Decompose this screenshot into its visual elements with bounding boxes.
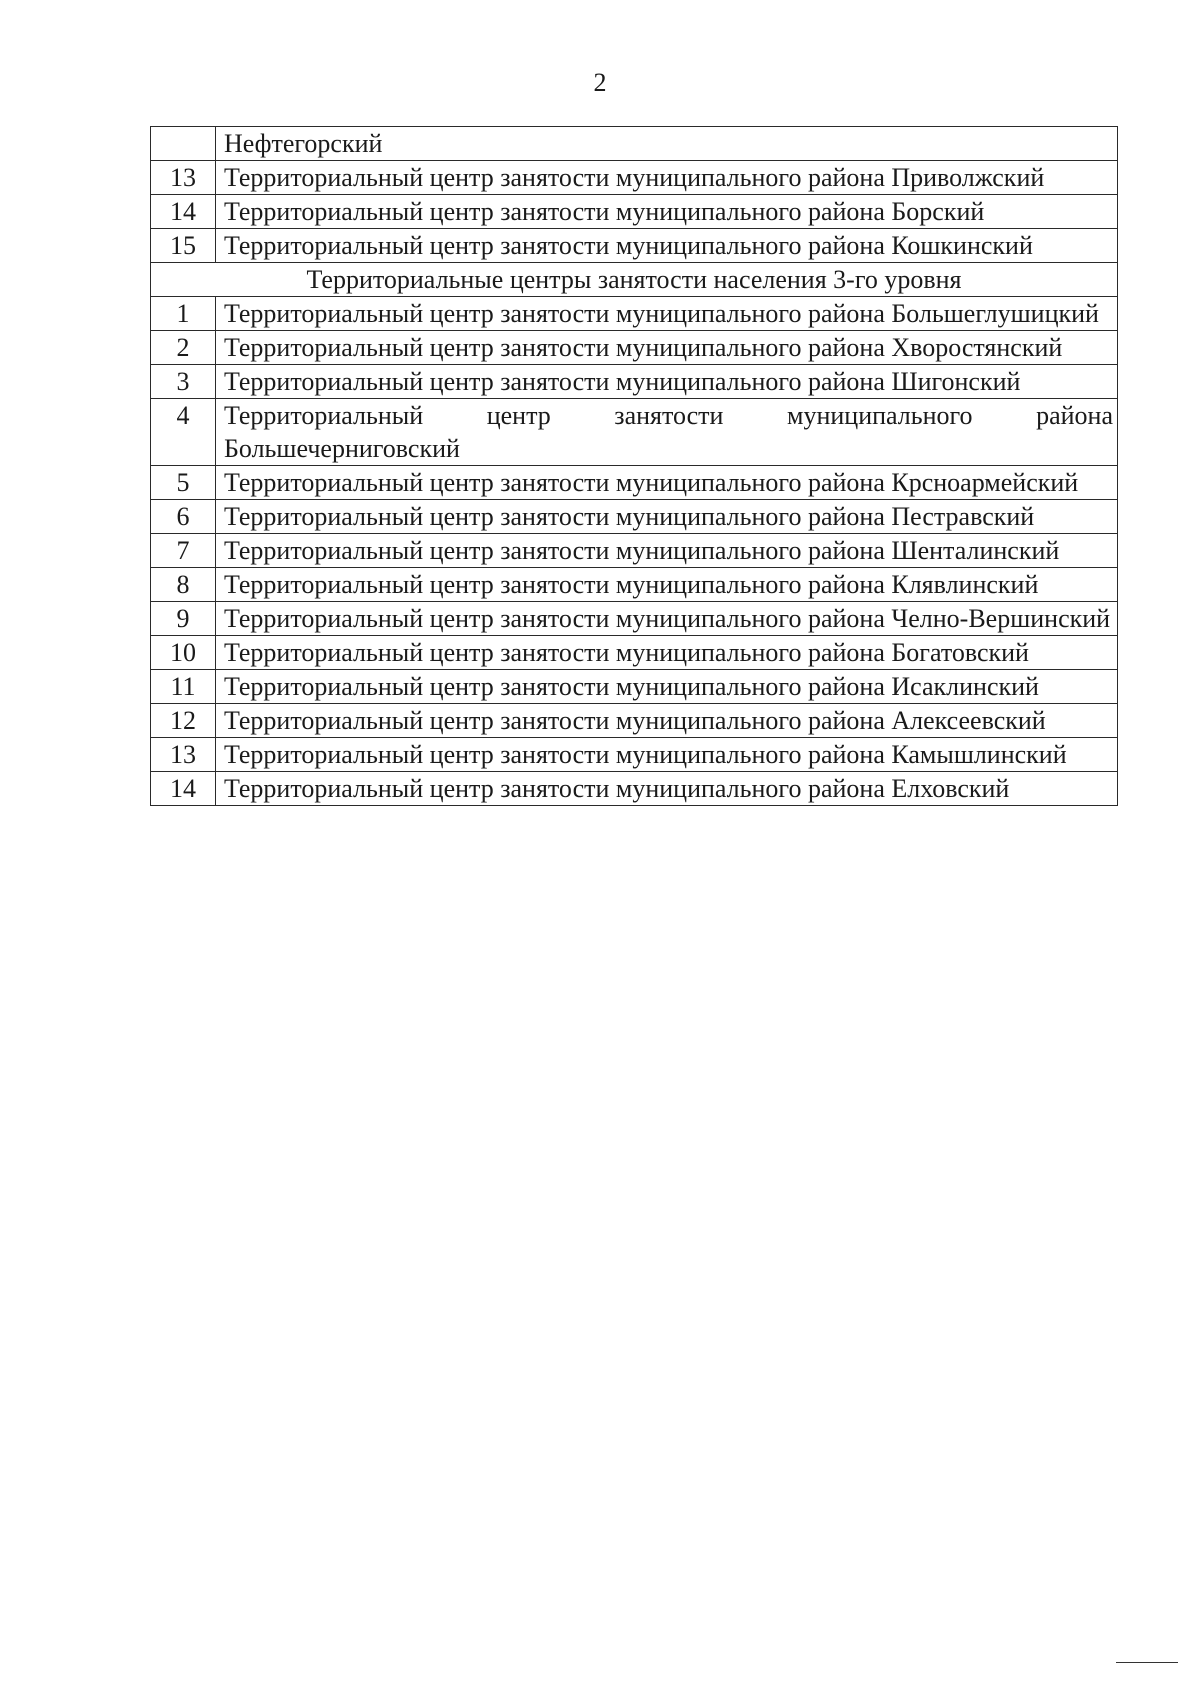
table-row — [151, 568, 1118, 602]
table-row — [151, 161, 1118, 195]
center-name: Территориальный центр занятости муниципального района Хворостянский — [216, 331, 1118, 365]
table-row — [151, 534, 1118, 568]
employment-centers-table — [150, 126, 1118, 806]
center-name: Территориальный центр занятости муниципального района Челно-Вершинский — [216, 602, 1118, 636]
center-name: Территориальный центр занятости муниципального района Борский — [216, 195, 1118, 229]
center-name: Территориальный центр занятости муниципального района Крсноармейский — [216, 466, 1118, 500]
row-number: 5 — [151, 466, 216, 500]
row-number: 13 — [151, 738, 216, 772]
table-row — [151, 127, 1118, 161]
table-row — [151, 229, 1118, 263]
table-row — [151, 365, 1118, 399]
row-number: 14 — [151, 772, 216, 806]
table-row — [151, 331, 1118, 365]
center-name: Территориальный центр занятости муниципального района Клявлинский — [216, 568, 1118, 602]
row-number: 3 — [151, 365, 216, 399]
center-name: Территориальный центр занятости муниципального района Большечерниговский — [216, 399, 1118, 466]
table-row — [151, 738, 1118, 772]
row-number: 14 — [151, 195, 216, 229]
center-name: Нефтегорский — [216, 127, 1118, 161]
row-number: 2 — [151, 331, 216, 365]
section-title: Территориальные центры занятости населения 3-го уровня — [151, 263, 1118, 297]
table-row — [151, 670, 1118, 704]
table-row — [151, 636, 1118, 670]
row-number: 6 — [151, 500, 216, 534]
table-row — [151, 500, 1118, 534]
row-number: 1 — [151, 297, 216, 331]
table-row — [151, 399, 1118, 466]
scan-mark — [1116, 1662, 1178, 1663]
center-name: Территориальный центр занятости муниципального района Приволжский — [216, 161, 1118, 195]
table-row — [151, 297, 1118, 331]
row-number: 12 — [151, 704, 216, 738]
table-row — [151, 704, 1118, 738]
row-number: 7 — [151, 534, 216, 568]
center-name: Территориальный центр занятости муниципального района Пестравский — [216, 500, 1118, 534]
row-number: 4 — [151, 399, 216, 466]
center-name: Территориальный центр занятости муниципального района Кошкинский — [216, 229, 1118, 263]
center-name: Территориальный центр занятости муниципального района Шигонский — [216, 365, 1118, 399]
center-name: Территориальный центр занятости муниципального района Исаклинский — [216, 670, 1118, 704]
table-row — [151, 466, 1118, 500]
table-body — [151, 127, 1118, 806]
table-row — [151, 772, 1118, 806]
row-number: 8 — [151, 568, 216, 602]
table-row — [151, 602, 1118, 636]
row-number: 9 — [151, 602, 216, 636]
row-number: 13 — [151, 161, 216, 195]
center-name: Территориальный центр занятости муниципального района Шенталинский — [216, 534, 1118, 568]
row-number: 11 — [151, 670, 216, 704]
center-name: Территориальный центр занятости муниципального района Алексеевский — [216, 704, 1118, 738]
row-number: 10 — [151, 636, 216, 670]
center-name: Территориальный центр занятости муниципального района Богатовский — [216, 636, 1118, 670]
row-number — [151, 127, 216, 161]
section-header-row — [151, 263, 1118, 297]
table-row — [151, 195, 1118, 229]
center-name: Территориальный центр занятости муниципального района Камышлинский — [216, 738, 1118, 772]
center-name: Территориальный центр занятости муниципального района Большеглушицкий — [216, 297, 1118, 331]
center-name: Территориальный центр занятости муниципального района Елховский — [216, 772, 1118, 806]
page-number: 2 — [593, 68, 607, 97]
row-number: 15 — [151, 229, 216, 263]
